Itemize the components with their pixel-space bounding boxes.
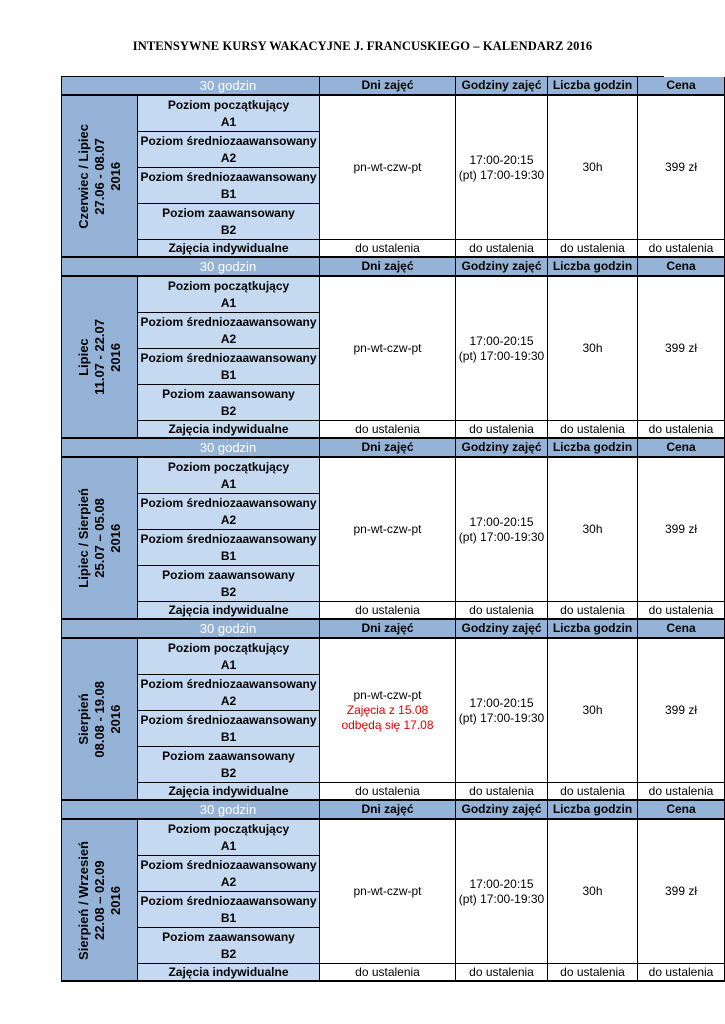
individual-price: do ustalenia: [637, 602, 725, 620]
hour-count-value: 30h: [582, 522, 603, 536]
level-a1: A1: [137, 295, 319, 313]
period-dates: 27.06 - 08.07: [91, 137, 107, 215]
level-intermediate-b1: Poziom średniozaawansowany: [137, 349, 319, 367]
days-cell: [319, 639, 455, 783]
header-hours: 30 godzin: [137, 77, 319, 96]
period-months: Sierpień: [75, 693, 91, 745]
period-label: [76, 124, 124, 229]
price-value: 399 zł: [664, 341, 698, 355]
level-b1: B1: [137, 910, 319, 928]
header-empty-cell: [61, 258, 137, 277]
header-days: Dni zajęć: [319, 801, 455, 820]
class-hours-weekday: 17:00-20:15: [469, 514, 534, 529]
period-dates: 22.08 – 02.09: [91, 860, 107, 940]
level-a2: A2: [137, 331, 319, 349]
period-year: 2016: [107, 161, 123, 191]
level-b2: B2: [137, 765, 319, 783]
period-months: Sierpień / Wrzesień: [75, 840, 91, 960]
class-hours-cell: [455, 820, 547, 964]
class-hours-friday: (pt) 17:00-19:30: [458, 891, 545, 906]
header-hours: 30 godzin: [137, 801, 319, 820]
price-value: 399 zł: [664, 884, 698, 898]
class-hours-friday: (pt) 17:00-19:30: [458, 167, 545, 182]
header-empty-cell: [61, 77, 137, 96]
individual-hour-count: do ustalenia: [547, 240, 637, 258]
days-note: Zajęcia z 15.08 odbędą się 17.08: [341, 703, 434, 732]
period-dates: 08.08 - 19.08: [91, 680, 107, 758]
period-dates: 11.07 - 22.07: [91, 319, 107, 395]
level-advanced: Poziom zaawansowany: [137, 566, 319, 584]
period-cell: [61, 277, 137, 439]
class-hours-cell: [455, 458, 547, 602]
level-b2: B2: [137, 222, 319, 240]
days-cell: [319, 96, 455, 240]
level-intermediate-b1: Poziom średniozaawansowany: [137, 711, 319, 729]
level-a1: A1: [137, 838, 319, 856]
level-individual: Zajęcia indywidualne: [137, 602, 319, 620]
header-days: Dni zajęć: [319, 439, 455, 458]
level-beginner: Poziom początkujący: [137, 96, 319, 114]
header-class-hours: Godziny zajęć: [455, 620, 547, 639]
schedule-block: [61, 801, 714, 982]
level-intermediate-b1: Poziom średniozaawansowany: [137, 530, 319, 548]
hour-count-cell: [547, 820, 637, 964]
header-empty-cell: [61, 439, 137, 458]
individual-days: do ustalenia: [319, 421, 455, 439]
individual-price: do ustalenia: [637, 964, 725, 982]
level-individual: Zajęcia indywidualne: [137, 240, 319, 258]
individual-days: do ustalenia: [319, 602, 455, 620]
period-months: Lipiec: [75, 338, 91, 376]
level-a2: A2: [137, 512, 319, 530]
class-hours-weekday: 17:00-20:15: [469, 333, 534, 348]
individual-price: do ustalenia: [637, 240, 725, 258]
hour-count-value: 30h: [582, 341, 603, 355]
level-advanced: Poziom zaawansowany: [137, 928, 319, 946]
hour-count-cell: [547, 639, 637, 783]
header-empty-cell: [61, 620, 137, 639]
period-year: 2016: [107, 704, 123, 734]
level-beginner: Poziom początkujący: [137, 458, 319, 476]
price-cell: [637, 277, 725, 421]
header-class-hours: Godziny zajęć: [455, 439, 547, 458]
class-hours-friday: (pt) 17:00-19:30: [458, 529, 545, 544]
individual-hours: do ustalenia: [455, 421, 547, 439]
hour-count-cell: [547, 96, 637, 240]
level-a1: A1: [137, 114, 319, 132]
header-hours: 30 godzin: [137, 439, 319, 458]
header-class-hours: Godziny zajęć: [455, 801, 547, 820]
days-cell: [319, 820, 455, 964]
header-hour-count: Liczba godzin: [547, 77, 637, 96]
schedule-table: [61, 76, 714, 982]
days-value: pn-wt-czw-pt: [353, 341, 422, 355]
days-value: pn-wt-czw-pt: [353, 884, 422, 898]
period-year: 2016: [107, 523, 123, 553]
header-empty-cell: [61, 801, 137, 820]
level-a2: A2: [137, 874, 319, 892]
level-beginner: Poziom początkujący: [137, 277, 319, 295]
individual-hour-count: do ustalenia: [547, 602, 637, 620]
level-b1: B1: [137, 548, 319, 566]
level-advanced: Poziom zaawansowany: [137, 747, 319, 765]
class-hours-weekday: 17:00-20:15: [469, 876, 534, 891]
level-intermediate: Poziom średniozaawansowany: [137, 132, 319, 150]
level-intermediate: Poziom średniozaawansowany: [137, 856, 319, 874]
individual-price: do ustalenia: [637, 783, 725, 801]
schedule-block: [61, 258, 714, 439]
header-price: Cena: [637, 801, 725, 820]
price-cell: [637, 458, 725, 602]
hour-count-value: 30h: [582, 160, 603, 174]
header-days: Dni zajęć: [319, 620, 455, 639]
class-hours-friday: (pt) 17:00-19:30: [458, 348, 545, 363]
level-intermediate: Poziom średniozaawansowany: [137, 494, 319, 512]
hour-count-value: 30h: [582, 884, 603, 898]
period-cell: [61, 639, 137, 801]
period-cell: [61, 458, 137, 620]
level-b2: B2: [137, 403, 319, 421]
level-b2: B2: [137, 946, 319, 964]
level-intermediate-b1: Poziom średniozaawansowany: [137, 168, 319, 186]
price-cell: [637, 96, 725, 240]
period-months: Czerwiec / Lipiec: [75, 123, 91, 229]
header-price: Cena: [637, 258, 725, 277]
level-intermediate: Poziom średniozaawansowany: [137, 313, 319, 331]
level-beginner: Poziom początkujący: [137, 639, 319, 657]
class-hours-weekday: 17:00-20:15: [469, 152, 534, 167]
price-value: 399 zł: [664, 522, 698, 536]
individual-days: do ustalenia: [319, 964, 455, 982]
class-hours-cell: [455, 277, 547, 421]
days-cell: [319, 277, 455, 421]
header-hours: 30 godzin: [137, 620, 319, 639]
individual-hour-count: do ustalenia: [547, 964, 637, 982]
days-value: pn-wt-czw-pt: [353, 522, 422, 536]
header-hours: 30 godzin: [137, 258, 319, 277]
header-class-hours: Godziny zajęć: [455, 77, 547, 96]
days-value: pn-wt-czw-pt: [353, 160, 422, 174]
level-individual: Zajęcia indywidualne: [137, 421, 319, 439]
hour-count-value: 30h: [582, 703, 603, 717]
level-b1: B1: [137, 186, 319, 204]
days-cell: [319, 458, 455, 602]
hour-count-cell: [547, 277, 637, 421]
level-b1: B1: [137, 367, 319, 385]
hour-count-cell: [547, 458, 637, 602]
individual-price: do ustalenia: [637, 421, 725, 439]
class-hours-cell: [455, 96, 547, 240]
price-cell: [637, 639, 725, 783]
level-individual: Zajęcia indywidualne: [137, 964, 319, 982]
level-individual: Zajęcia indywidualne: [137, 783, 319, 801]
header-price: Cena: [637, 439, 725, 458]
level-advanced: Poziom zaawansowany: [137, 204, 319, 222]
period-dates: 25.07 – 05.08: [91, 498, 107, 578]
individual-hour-count: do ustalenia: [547, 421, 637, 439]
individual-days: do ustalenia: [319, 783, 455, 801]
level-a1: A1: [137, 476, 319, 494]
header-hour-count: Liczba godzin: [547, 258, 637, 277]
period-months: Lipiec / Sierpień: [75, 488, 91, 588]
level-beginner: Poziom początkujący: [137, 820, 319, 838]
price-cell: [637, 820, 725, 964]
individual-hours: do ustalenia: [455, 240, 547, 258]
header-price: Cena: [637, 620, 725, 639]
level-a2: A2: [137, 693, 319, 711]
header-class-hours: Godziny zajęć: [455, 258, 547, 277]
price-value: 399 zł: [664, 703, 698, 717]
schedule-block: [61, 439, 714, 620]
individual-hours: do ustalenia: [455, 783, 547, 801]
individual-hours: do ustalenia: [455, 964, 547, 982]
level-b1: B1: [137, 729, 319, 747]
level-a1: A1: [137, 657, 319, 675]
class-hours-weekday: 17:00-20:15: [469, 695, 534, 710]
period-cell: [61, 820, 137, 982]
header-price: Cena: [637, 77, 725, 96]
header-hour-count: Liczba godzin: [547, 439, 637, 458]
level-a2: A2: [137, 150, 319, 168]
price-value: 399 zł: [664, 160, 698, 174]
header-hour-count: Liczba godzin: [547, 620, 637, 639]
level-b2: B2: [137, 584, 319, 602]
level-intermediate-b1: Poziom średniozaawansowany: [137, 892, 319, 910]
level-intermediate: Poziom średniozaawansowany: [137, 675, 319, 693]
period-year: 2016: [107, 342, 123, 372]
period-label: [76, 488, 124, 588]
header-days: Dni zajęć: [319, 77, 455, 96]
period-cell: [61, 96, 137, 258]
period-label: [76, 841, 124, 960]
document-title: INTENSYWNE KURSY WAKACYJNE J. FRANCUSKIEGO – KALENDARZ 2016: [132, 39, 593, 53]
period-label: [76, 319, 124, 395]
schedule-block: [61, 77, 714, 258]
header-days: Dni zajęć: [319, 258, 455, 277]
individual-days: do ustalenia: [319, 240, 455, 258]
level-advanced: Poziom zaawansowany: [137, 385, 319, 403]
individual-hours: do ustalenia: [455, 602, 547, 620]
days-value: pn-wt-czw-pt: [353, 688, 422, 702]
class-hours-cell: [455, 639, 547, 783]
header-hour-count: Liczba godzin: [547, 801, 637, 820]
schedule-block: [61, 620, 714, 801]
individual-hour-count: do ustalenia: [547, 783, 637, 801]
period-year: 2016: [107, 885, 123, 915]
class-hours-friday: (pt) 17:00-19:30: [458, 710, 545, 725]
period-label: [76, 681, 124, 758]
